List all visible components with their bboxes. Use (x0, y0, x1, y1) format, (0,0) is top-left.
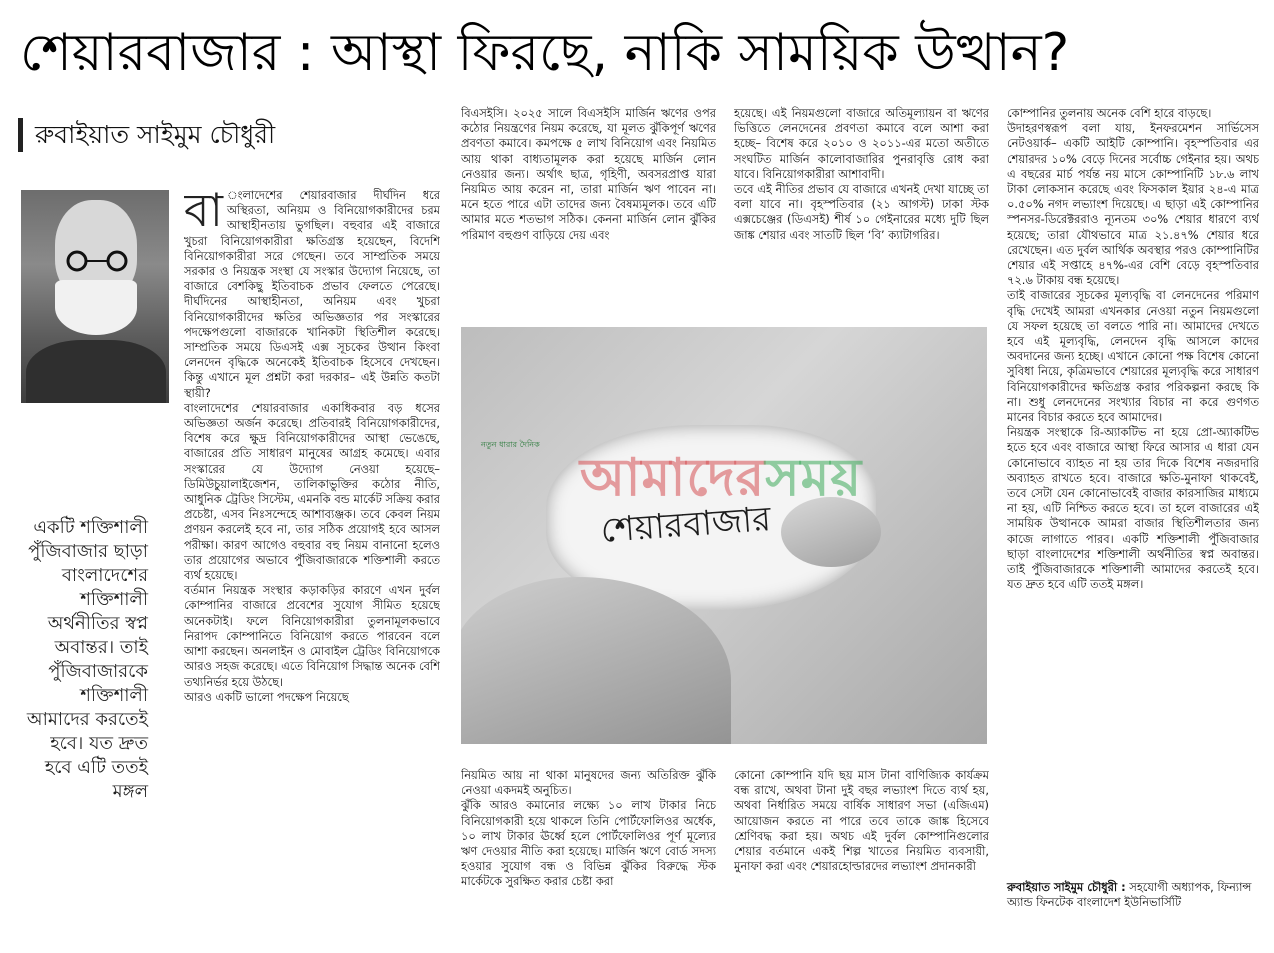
byline: রুবাইয়াত সাইমুম চৌধুরী (18, 118, 275, 152)
paragraph: বর্তমান নিয়ন্ত্রক সংস্থার কড়াকড়ির কারণে এখন দুর্বল কোম্পানির বাজারে প্রবেশের সুযোগ সীমিত হয়েছে অনেকটাই। ফলে বিনিয়োগকারীরা তুলনামূলকভাবে নিরাপদ কোম্পানিতে বিনিয়োগ করতে পারবেন বলে আশা করছেন। অনলাইন ও মোবাইল ট্রেডিং বিনিয়োগকে আরও সহজ করেছে। এতে বিনিয়োগ সিদ্ধান্ত অনেক বেশি তথ্যনির্ভর হয়ে উঠছে। (184, 583, 440, 689)
paragraph: ংলাদেশের শেয়ারবাজার দীর্ঘদিন ধরে অস্থিরতা, অনিয়ম ও বিনিয়োগকারীদের চরম আস্থাহীনতায় ভুগছিল। বহুবার এই বাজারে খুচরা বিনিয়োগকারীরা ক্ষতিগ্রস্ত হয়েছেন, বিদেশি বিনিয়োগকারীরা সরে গেছেন। তবে সাম্প্রতিক সময়ে সরকার ও নিয়ন্ত্রক সংস্থা যে সংস্কার উদ্যোগ নিয়েছে, তা বাজারে বেশকিছু ইতিবাচক প্রভাব ফেলতে পেরেছে। দীর্ঘদিনের আস্থাহীনতা, অনিয়ম এবং খুচরা বিনিয়োগকারীদের ক্ষতির অভিজ্ঞতার পর সংস্কারের পদক্ষেপগুলো বাজারকে খানিকটা স্থিতিশীল করেছে। সাম্প্রতিক সময়ে ডিএসই এক্স সূচকের উত্থান কিংবা লেনদেন বৃদ্ধিকে অনেকেই ইতিবাচক হিসেবে দেখছেন। কিন্তু এখানে মূল প্রশ্নটা করা দরকার– এই উন্নতি কতটা স্থায়ী? (184, 188, 440, 400)
watermark-part-a: আমাদের (579, 448, 766, 508)
paragraph: কোম্পানির তুলনায় অনেক বেশি হারে বাড়ছে। (1007, 106, 1212, 120)
article-column-3-bottom (734, 768, 989, 948)
article-column-3-top (734, 106, 989, 316)
paragraph: হয়েছে। এই নিয়মগুলো বাজারে অতিমূল্যায়ন বা ঋণের ভিত্তিতে লেনদেনের প্রবণতা কমাবে বলে আশা করা হচ্ছে– বিশেষ করে ২০১০ ও ২০১১-এর মতো অতীতে সংঘটিত মার্জিন কালোবাজারির পুনরাবৃত্তি রোধ করা যাবে। বিনিয়োগকারীরা আশাবাদী। (734, 106, 989, 181)
article-column-1 (184, 188, 440, 943)
article-column-4 (1007, 106, 1259, 876)
paragraph: বাংলাদেশের শেয়ারবাজার একাধিকবার বড় ধসের অভিজ্ঞতা অর্জন করেছে। প্রতিবারই বিনিয়োগকারীদের, বিশেষ করে ক্ষুদ্র বিনিয়োগকারীদের আস্থা ভেঙেছে, বাজারের প্রতি সাধারণ মানুষের আগ্রহ কমেছে। এবার সংস্কারের যে উদ্যোগ নেওয়া হয়েছে– ডিমিউচুয়ালাইজেশন, তালিকাভুক্তির কঠোর নীতি, আধুনিক ট্রেডিং সিস্টেম, এমনকি বন্ড মার্কেট সক্রিয় করার প্রচেষ্টা, এসব নিঃসন্দেহে আশাব্যঞ্জক। তবে কেবল নিয়ম প্রণয়ন করলেই হবে না, তার সঠিক প্রয়োগই হবে আসল পরীক্ষা। কারণ আগেও বহুবার বহু নিয়ম বানানো হলেও তার প্রয়োগের অভাবে পুঁজিবাজারকে শক্তিশালী করতে ব্যর্থ হয়েছে। (184, 400, 440, 583)
paragraph: নিয়ন্ত্রক সংস্থাকে রি-অ্যাকটিভ না হয়ে প্রো-অ্যাকটিভ হতে হবে এবং বাজারে আস্থা ফিরে আসার এ ধারা যেন কোনোভাবে ব্যাহত না হয় তার দিকে বিশেষ নজরদারি অব্যাহত রাখতে হবে। বাজারে ক্ষতি-মুনাফা থাকবেই, তবে সেটা যেন কোনোভাবেই বাজার কারসাজির মাধ্যমে না হয়, এটি নিশ্চিত করতে হবে। তা হলে বাজারের এই সাময়িক উত্থানকে আমরা বাজার স্থিতিশীলতার জন্য কাজে লাগাতে পারব। একটি শক্তিশালী পুঁজিবাজার ছাড়া বাংলাদেশের শক্তিশালী অর্থনীতির স্বপ্ন অবান্তর। তাই পুঁজিবাজারকে শক্তিশালী আমাদের করতেই হবে। যত দ্রুত হবে এটি ততই মঙ্গল। (1007, 425, 1259, 592)
watermark-logo (481, 437, 961, 524)
drop-cap: বা (184, 188, 223, 237)
paragraph: ঝুঁকি আরও কমানোর লক্ষ্যে ১০ লাখ টাকার নিচে বিনিয়োগকারী হয়ে থাকলে তিনি পোর্টফোলিওর অর্ধেক, ১০ লাখ টাকার ঊর্ধ্বে হলে পোর্টফোলিওর পূর্ণ মূল্যের ঋণ দেওয়ার নীতি করা হয়েছে। মার্জিন ঋণে বোর্ড সদস্য হওয়ার সুযোগ বন্ধ ও বিভিন্ন ঝুঁকির বিরুদ্ধে স্টক মার্কেটকে সুরক্ষিত করার চেষ্টা করা (461, 798, 716, 889)
author-photo (21, 190, 169, 403)
paragraph: উদাহরণস্বরূপ বলা যায়, ইনফরমেশন সার্ভিসেস নেটওয়ার্ক– একটি আইটি কোম্পানি। বৃহস্পতিবার এর শেয়ারদর ১০% বেড়ে দিনের সর্বোচ্চ গেইনার হয়। অথচ এ বছরের মার্চ পর্যন্ত নয় মাসে কোম্পানিটি ১৮.৬ লাখ টাকা লোকসান করেছে এবং ফিসকাল ইয়ার ২৪-এ মাত্র ০.৫০% নগদ লভ্যাংশ দিয়েছে। এ ছাড়া এই কোম্পানির স্পনসর-ডিরেক্টররাও ন্যূনতম ৩০% শেয়ার ধারণে ব্যর্থ হয়েছে; তারা যৌথভাবে মাত্র ২১.৪৭% শেয়ার ধরে রেখেছেন। এত দুর্বল আর্থিক অবস্থার পরও কোম্পানিটির শেয়ার এই সপ্তাহে ৪৭%-এর বেশি বেড়ে বৃহস্পতিবার ৭২.৬ টাকায় বন্ধ হয়েছে। (1007, 121, 1259, 288)
glasses-icon (59, 250, 137, 272)
pull-quote: একটি শক্তিশালী পুঁজিবাজার ছাড়া বাংলাদেশের শক্তিশালী অর্থনীতির স্বপ্ন অবান্তর। তাই পুঁজিবাজারকে শক্তিশালী আমাদের করতেই হবে। যত দ্রুত হবে এটি ততই মঙ্গল (26, 517, 148, 802)
watermark-tagline: নতুন ধারার দৈনিক (481, 440, 540, 449)
paragraph: তাই বাজারের সূচকের মূল্যবৃদ্ধি বা লেনদেনের পরিমাণ বৃদ্ধি দেখেই আমরা এখনকার নেওয়া নতুন নিয়মগুলো যে সফল হয়েছে তা বলতে পারি না। আমাদের দেখতে হবে এই মূল্যবৃদ্ধি, লেনদেন বৃদ্ধি আসলে কাদের অবদানের জন্য হচ্ছে। এখানে কোনো পক্ষ বিশেষ কোনো সুবিধা নিয়ে, কৃত্রিমভাবে শেয়ারের মূল্যবৃদ্ধি করে সাধারণ বিনিয়োগকারীদের ক্ষতিগ্রস্ত করার পরিকল্পনা করছে কি না। শুধু লেনদেনের সংখ্যার বিচার না করে গুণগত মানের বিচার করতে হবে আমাদের। (1007, 288, 1259, 425)
photo-shoulders (26, 340, 166, 403)
article-image (461, 327, 987, 744)
watermark-part-b: সময় (765, 448, 863, 508)
article-column-2-top (461, 106, 716, 316)
paragraph: কোনো কোম্পানি যদি ছয় মাস টানা বাণিজ্যিক কার্যক্রম বন্ধ রাখে, অথবা টানা দুই বছর লভ্যাংশ দিতে ব্যর্থ হয়, অথবা নির্ধারিত সময়ে বার্ষিক সাধারণ সভা (এজিএম) আয়োজন করতে না পারে তবে তাকে জাঙ্ক হিসেবে শ্রেণিবদ্ধ করা হয়। অথচ এই দুর্বল কোম্পানিগুলোর শেয়ার বর্তমানে একই শিল্প খাতের নিয়মিত ব্যবসায়ী, মুনাফা করা এবং শেয়ারহোল্ডারদের লভ্যাংশ প্রদানকারী (734, 768, 989, 874)
paragraph: বিএসইসি। ২০২৫ সালে বিএসইসি মার্জিন ঋণের ওপর কঠোর নিয়ন্ত্রণের নিয়ম করেছে, যা মূলত ঝুঁকিপূর্ণ ঋণের প্রবণতা কমাবে। কমপক্ষে ৫ লাখ বিনিয়োগ এবং নিয়মিত আয় থাকা বাধ্যতামূলক করা হয়েছে মার্জিন লোন নেওয়ার জন্য। অর্থাৎ ছাত্র, গৃহিণী, অবসরপ্রাপ্ত যারা নিয়মিত আয় করেন না, তারা মার্জিন ঋণ পাবেন না। মনে হতে পারে এটা তাদের জন্য বৈষম্যমূলক। তবে এটি আমার মতে শতভাগ সঠিক। কেননা মার্জিন লোন ঝুঁকির পরিমাণ বহুগুণ বাড়িয়ে দেয় এবং (461, 106, 716, 242)
photo-beard (55, 280, 137, 335)
image-label: শেয়ারবাজার (599, 499, 773, 551)
paragraph: তবে এই নীতির প্রভাব যে বাজারে এখনই দেখা যাচ্ছে তা বলা যাবে না। বৃহস্পতিবার (২১ আগস্ট) ঢাকা স্টক এক্সচেঞ্জের (ডিএসই) শীর্ষ ১০ গেইনারের মধ্যে দুটি ছিল জাঙ্ক শেয়ার এবং সাতটি ছিল ‘বি’ ক্যাটাগরির। (734, 182, 989, 242)
bio-text: সহযোগী অধ্যাপক, ফিন্যান্স অ্যান্ড ফিনটেক বাংলাদেশ ইউনিভার্সিটি (1007, 880, 1252, 910)
article-column-2-bottom (461, 768, 716, 948)
author-bio (1007, 880, 1259, 910)
headline: শেয়ারবাজার : আস্থা ফিরছে, নাকি সাময়িক উত্থান? (20, 23, 1070, 83)
paragraph: নিয়মিত আয় না থাকা মানুষদের জন্য অতিরিক্ত ঝুঁকি নেওয়া একদমই অনুচিত। (461, 768, 716, 798)
bio-name: রুবাইয়াত সাইমুম চৌধুরী : (1007, 880, 1126, 894)
paragraph: আরও একটি ভালো পদক্ষেপ নিয়েছে (184, 689, 349, 704)
